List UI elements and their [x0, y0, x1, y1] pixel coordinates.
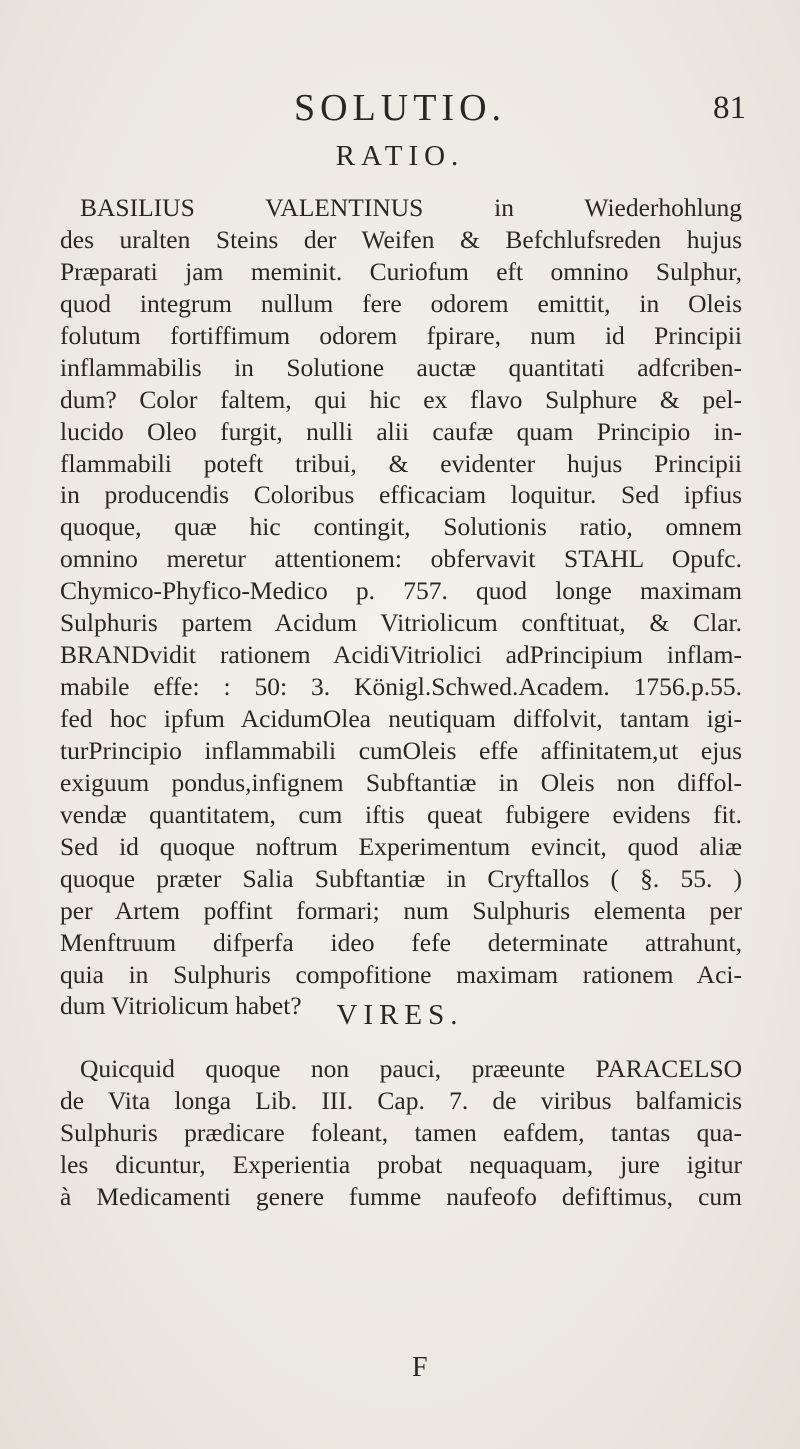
running-head [0, 86, 800, 129]
text-line: Menftruum difperfa ideo fefe determinate attrahunt, [60, 927, 742, 957]
signature-mark: F [412, 1352, 428, 1383]
text-line: à Medicamenti genere fumme naufeofo defiftimus, cum [60, 1181, 742, 1211]
text-line: Sulphuris prædicare foleant, tamen eafdem, tantas qua- [60, 1117, 742, 1147]
section-heading-vires: VIRES. [336, 999, 464, 1031]
text-line: quod integrum nullum fere odorem emittit, in Oleis [60, 288, 742, 318]
page-number: 81 [713, 90, 746, 126]
paragraph-ratio [60, 192, 742, 1022]
text-line: quia in Sulphuris compofitione maximam rationem Aci- [60, 959, 742, 989]
text-line: vendæ quantitatem, cum iftis queat fubigere evidens fit. [60, 799, 742, 829]
text-line: flammabili poteft tribui, & evidenter hujus Principii [60, 448, 742, 478]
text-line: turPrincipio inflammabili cumOleis effe affinitatem,ut ejus [60, 735, 742, 765]
paragraph-vires [60, 1053, 742, 1213]
section-heading-ratio: RATIO. [335, 140, 465, 172]
text-line: Chymico-Phyfico-Medico p. 757. quod longe maximam [60, 576, 742, 606]
text-line: fed hoc ipfum AcidumOlea neutiquam diffolvit, tantam igi- [60, 704, 742, 733]
text-line: des uralten Steins der Weifen & Befchlufsreden hujus [60, 224, 742, 254]
text-line: dum Vitriolicum habet? [60, 991, 302, 1021]
text-line: Quicquid quoque non pauci, præeunte PARACELSO [80, 1054, 742, 1083]
text-line: mabile effe: : 50: 3. Königl.Schwed.Academ. 1756.p.55. [60, 672, 742, 702]
text-line: de Vita longa Lib. III. Cap. 7. de viribus balfamicis [60, 1085, 742, 1115]
text-line: dum? Color faltem, qui hic ex flavo Sulphure & pel- [60, 384, 742, 414]
text-line: quoque, quæ hic contingit, Solutionis ratio, omnem [60, 512, 742, 542]
text-line: lucido Oleo furgit, nulli alii caufæ quam Principio in- [60, 416, 742, 446]
text-line: Præparati jam meminit. Curiofum eft omnino Sulphur, [60, 256, 742, 286]
running-title: SOLUTIO. [293, 87, 507, 129]
text-line: inflammabilis in Solutione auctæ quantitati adfcriben- [60, 352, 742, 382]
text-line: BASILIUS VALENTINUS in Wiederhohlung [80, 193, 742, 222]
text-line: folutum fortiffimum odorem fpirare, num id Principii [60, 320, 742, 350]
text-line: per Artem poffint formari; num Sulphuris elementa per [60, 895, 742, 925]
text-line: les dicuntur, Experientia probat nequaquam, jure igitur [60, 1149, 742, 1179]
text-line: exiguum pondus,infignem Subftantiæ in Oleis non diffol- [60, 767, 742, 797]
text-line: BRANDvidit rationem AcidiVitriolici adPrincipium inflam- [60, 640, 742, 670]
text-line: in producendis Coloribus efficaciam loquitur. Sed ipfius [60, 480, 742, 510]
text-line: quoque præter Salia Subftantiæ in Cryftallos ( §. 55. ) [60, 863, 742, 893]
text-line: Sulphuris partem Acidum Vitriolicum conftituat, & Clar. [60, 608, 742, 638]
text-line: Sed id quoque noftrum Experimentum evincit, quod aliæ [60, 831, 742, 861]
text-line: omnino meretur attentionem: obfervavit STAHL Opufc. [60, 544, 742, 574]
